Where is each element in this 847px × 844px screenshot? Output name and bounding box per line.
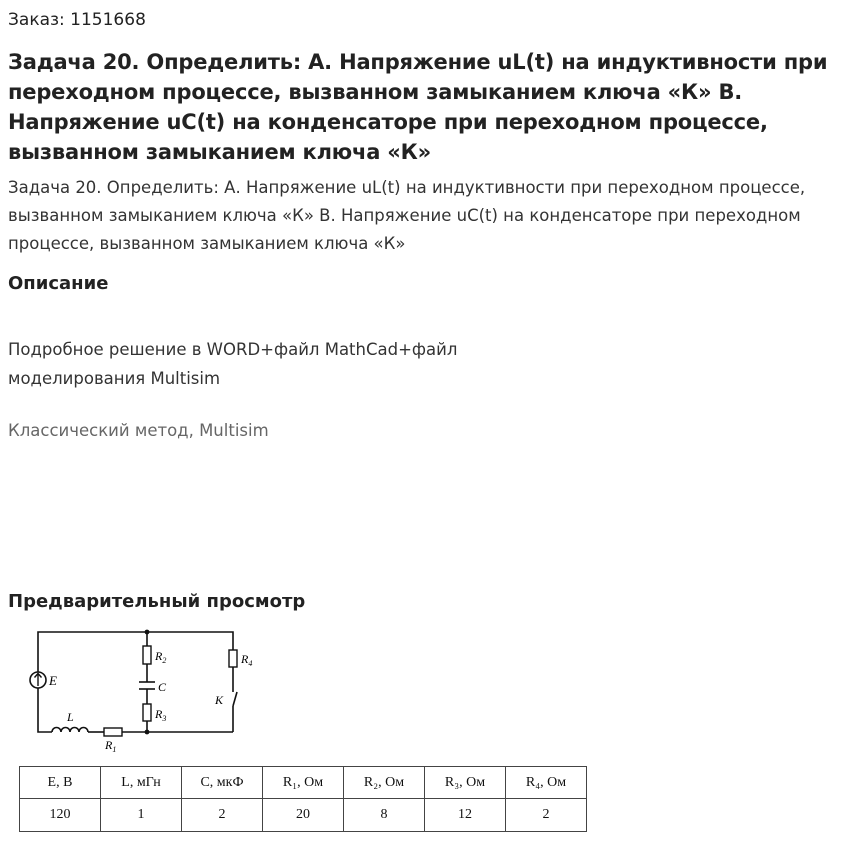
label-L: L: [67, 710, 74, 724]
table-header: L, мГн: [101, 767, 182, 799]
junction-dot-top: [145, 630, 150, 635]
table-cell: 1: [101, 799, 182, 832]
description-line-2: моделирования Multisim: [8, 368, 221, 388]
table-cell: 20: [263, 799, 344, 832]
table-header: С, мкФ: [182, 767, 263, 799]
label-R2: $R_2$: [155, 649, 167, 665]
voltage-source-icon: [30, 672, 46, 688]
capacitor-c: [139, 682, 155, 689]
junction-dot-bottom: [145, 730, 150, 735]
label-K: K: [215, 693, 224, 707]
preview-heading: Предварительный просмотр: [8, 591, 306, 612]
resistor-r2: [143, 646, 151, 664]
parameters-table: [19, 766, 587, 832]
table-header: R₂, Ом: [344, 767, 425, 799]
task-summary: Задача 20. Определить: А. Напряжение uL(t) на индуктивности при переходном процессе, вызванном замыканием ключа «К» В. Напряжение uC(t) на конденсаторе при переходном процессе, вызванном замыканием ключа «К»: [8, 178, 806, 253]
resistor-r1: [104, 728, 122, 736]
table-cell: 2: [182, 799, 263, 832]
table-row: [20, 799, 587, 832]
label-R1: $R_1$: [105, 738, 117, 754]
switch-k: [233, 692, 237, 706]
page-title: Задача 20. Определить: А. Напряжение uL(t) на индуктивности при переходном процессе, вызванном замыканием ключа «К» В. Напряжение uC(t) на конденсаторе при переходном процессе, вызванном замыканием ключа «К»: [8, 50, 828, 164]
table-cell: 12: [425, 799, 506, 832]
label-R3: $R_3$: [155, 707, 167, 723]
description-text: [8, 336, 548, 393]
description-line-1: Подробное решение в WORD+файл MathCad+файл: [8, 340, 458, 359]
label-E: E: [49, 673, 57, 688]
method-tags: Классический метод, Multisim: [8, 421, 269, 440]
resistor-r4: [229, 650, 237, 667]
table-header: E, В: [20, 767, 101, 799]
order-number: Заказ: 1151668: [8, 10, 146, 30]
circuit-diagram: [18, 622, 258, 754]
table-cell: 2: [506, 799, 587, 832]
table-header: R₃, Ом: [425, 767, 506, 799]
inductor-l: [52, 728, 88, 733]
label-C: C: [158, 680, 167, 694]
label-R4: $R_4$: [241, 652, 253, 668]
table-header: R₄, Ом: [506, 767, 587, 799]
table-header-row: [20, 767, 587, 799]
resistor-r3: [143, 704, 151, 721]
table-cell: 120: [20, 799, 101, 832]
table-header: R₁, Ом: [263, 767, 344, 799]
table-cell: 8: [344, 799, 425, 832]
description-heading: Описание: [8, 273, 109, 294]
